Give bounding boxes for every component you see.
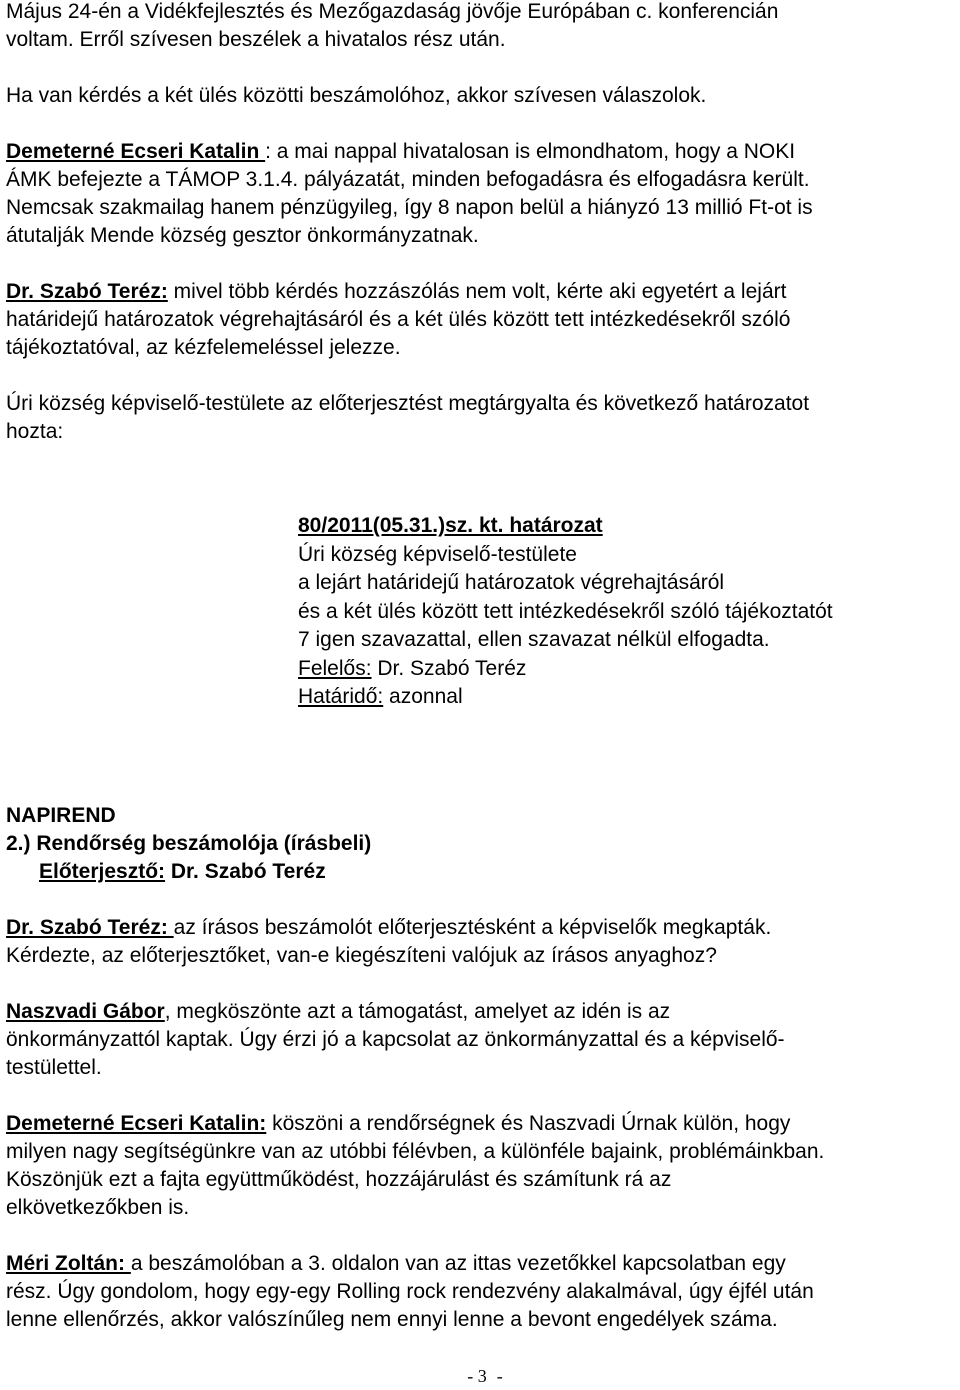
text-line: Kérdezte, az előterjesztőket, van-e kiegészíteni valójuk az írásos anyaghoz? [6,943,717,967]
text-line: határidejű határozatok végrehajtásáról és a két ülés között tett intézkedésekről szóló [6,308,791,331]
text-line: és a két ülés között tett intézkedésekről szóló tájékoztatót [298,599,833,623]
presenter-value: Dr. Szabó Teréz [165,859,326,883]
text-line: hozta: [6,420,64,443]
presenter-line [6,858,956,886]
text-line: testülettel. [6,1055,102,1079]
agenda-item: 2.) Rendőrség beszámolója (írásbeli) [6,831,372,855]
text-line: Úri község képviselő-testülete az előterjesztést megtárgyalta és következő határozatot [6,392,810,415]
text-line: Dr. Szabó Teréz: az írásos beszámolót előterjesztésként a képviselők megkapták. [6,915,772,939]
deadline-label: Határidő: [298,685,384,708]
page-number-right: - [496,1366,503,1386]
paragraph-szabo-2 [6,914,956,970]
speaker-name: Dr. Szabó Teréz: [6,280,168,303]
agenda-block [6,802,956,886]
speaker-name: Naszvadi Gábor [6,999,165,1023]
responsible-label: Felelős: [298,656,372,680]
text-line: a lejárt határidejű határozatok végrehajtásáról [298,571,725,594]
responsible-line [298,655,956,684]
deadline-value: azonnal [383,685,463,708]
text-line: lenne ellenőrzés, akkor valószínűleg nem ennyi lenne a bevont engedélyek száma. [6,1307,778,1331]
paragraph-szabo-1 [6,278,956,362]
speaker-name: Méri Zoltán: [6,1251,131,1275]
text-line: önkormányzattól kaptak. Úgy érzi jó a kapcsolat az önkormányzattal és a képviselő- [6,1027,785,1051]
text-line: Demeterné Ecseri Katalin : a mai nappal hivatalosan is elmondhatom, hogy a NOKI [6,140,796,163]
text-line: Május 24-én a Vidékfejlesztés és Mezőgazdaság jövője Európában c. konferencián [6,0,779,23]
paragraph-demeterne-2 [6,1110,956,1222]
text-line: Úri község képviselő-testülete [298,542,577,566]
text-line: 7 igen szavazattal, ellen szavazat nélkül elfogadta. [298,628,770,651]
page-number-left: - 3 [467,1366,487,1386]
text-line: Dr. Szabó Teréz: mivel több kérdés hozzászólás nem volt, kérte aki egyetért a lejárt [6,280,787,303]
speaker-name: Dr. Szabó Teréz: [6,915,174,939]
paragraph-decision-intro [6,390,956,446]
text-line: milyen nagy segítségünkre van az utóbbi félévben, a különféle bajaink, problémáinkban. [6,1139,825,1163]
resolution-number: 80/2011(05.31.)sz. kt. határozat [298,514,603,537]
responsible-value: Dr. Szabó Teréz [371,656,527,680]
paragraph-questions: Ha van kérdés a két ülés közötti beszámolóhoz, akkor szívesen válaszolok. [6,84,707,107]
text-line: Nemcsak szakmailag hanem pénzügyileg, így 8 napon belül a hiányzó 13 millió Ft-ot is [6,196,813,219]
text-line: elkövetkezőkben is. [6,1195,190,1219]
speaker-name: Demeterné Ecseri Katalin [6,140,266,163]
text-line: Naszvadi Gábor, megköszönte azt a támogatást, amelyet az idén is az [6,999,671,1023]
text-line: tájékoztatóval, az kézfelemeléssel jelezze. [6,336,401,359]
page-number [0,1362,960,1390]
text-line: Demeterné Ecseri Katalin: köszöni a rendőrségnek és Naszvadi Úrnak külön, hogy [6,1111,791,1135]
text-line: rész. Úgy gondolom, hogy egy-egy Rolling rock rendezvény alakalmával, úgy éjfél után [6,1279,814,1303]
presenter-label: Előterjesztő: [39,859,166,883]
resolution-block [298,512,956,712]
paragraph-naszvadi [6,998,956,1082]
paragraph-conference [6,0,956,54]
speaker-name: Demeterné Ecseri Katalin: [6,1111,267,1135]
text-line: voltam. Erről szívesen beszélek a hivatalos rész után. [6,28,506,51]
agenda-heading: NAPIREND [6,803,116,827]
document-page [6,0,956,1334]
deadline-line [298,683,956,712]
paragraph-meri [6,1250,956,1334]
paragraph-demeterne-1 [6,138,956,250]
text-line: Köszönjük ezt a fajta együttműködést, hozzájárulást és számítunk rá az [6,1167,672,1191]
text-line: átutalják Mende község gesztor önkormányzatnak. [6,224,479,247]
text-line: ÁMK befejezte a TÁMOP 3.1.4. pályázatát, minden befogadásra és elfogadásra került. [6,168,810,191]
text-line: Méri Zoltán: a beszámolóban a 3. oldalon van az ittas vezetőkkel kapcsolatban egy [6,1251,786,1275]
